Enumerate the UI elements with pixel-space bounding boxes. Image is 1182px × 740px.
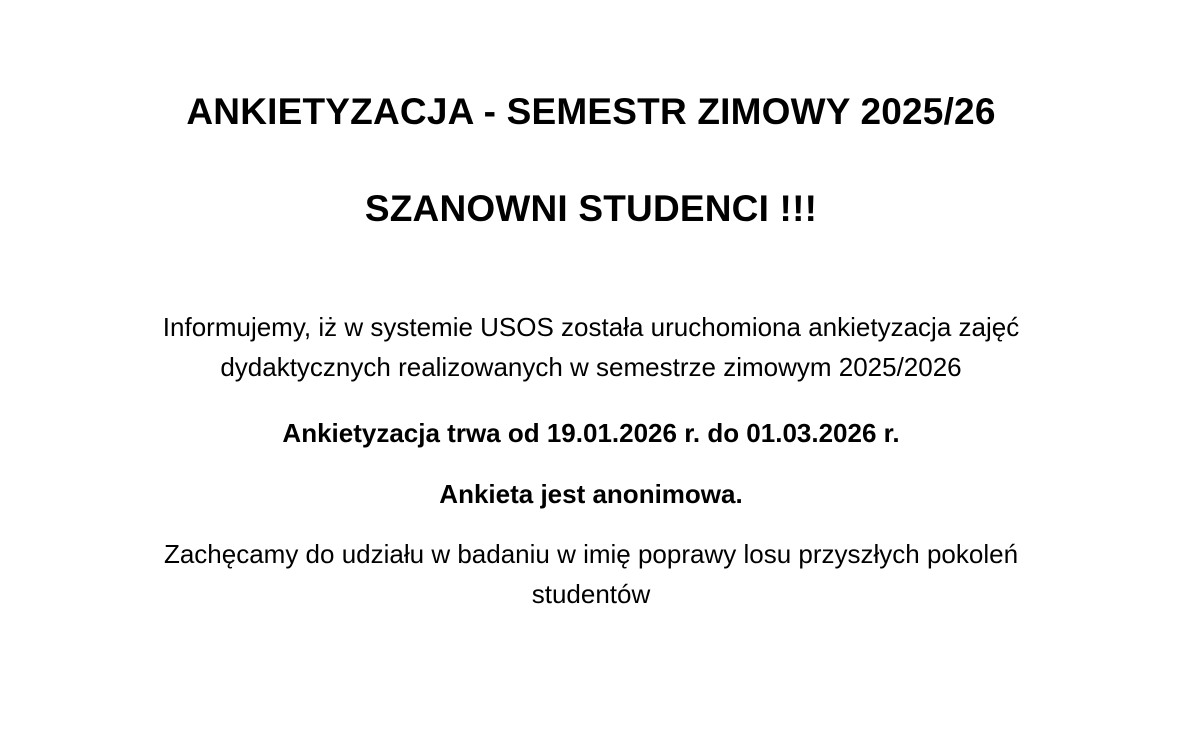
page-subtitle: SZANOWNI STUDENCI !!!	[364, 188, 818, 230]
intro-paragraph: Informujemy, iż w systemie USOS została uruchomiona ankietyzacja zajęć dydaktycznych realizowanych w semestrze zimowym 2025/2026	[162, 311, 1020, 383]
spacer	[0, 387, 1182, 413]
body-block	[0, 307, 1182, 615]
anonymity-text: Ankieta jest anonimowa.	[439, 478, 743, 509]
encouragement-text: Zachęcamy do udziału w badaniu w imię poprawy losu przyszłych pokoleń studentów	[163, 538, 1019, 610]
spacer	[0, 514, 1182, 534]
title-block	[0, 88, 1182, 233]
page-title: ANKIETYZACJA - SEMESTR ZIMOWY 2025/26	[186, 91, 996, 132]
spacer	[0, 454, 1182, 474]
survey-period-text: Ankietyzacja trwa od 19.01.2026 r. do 01.03.2026 r.	[282, 418, 900, 449]
